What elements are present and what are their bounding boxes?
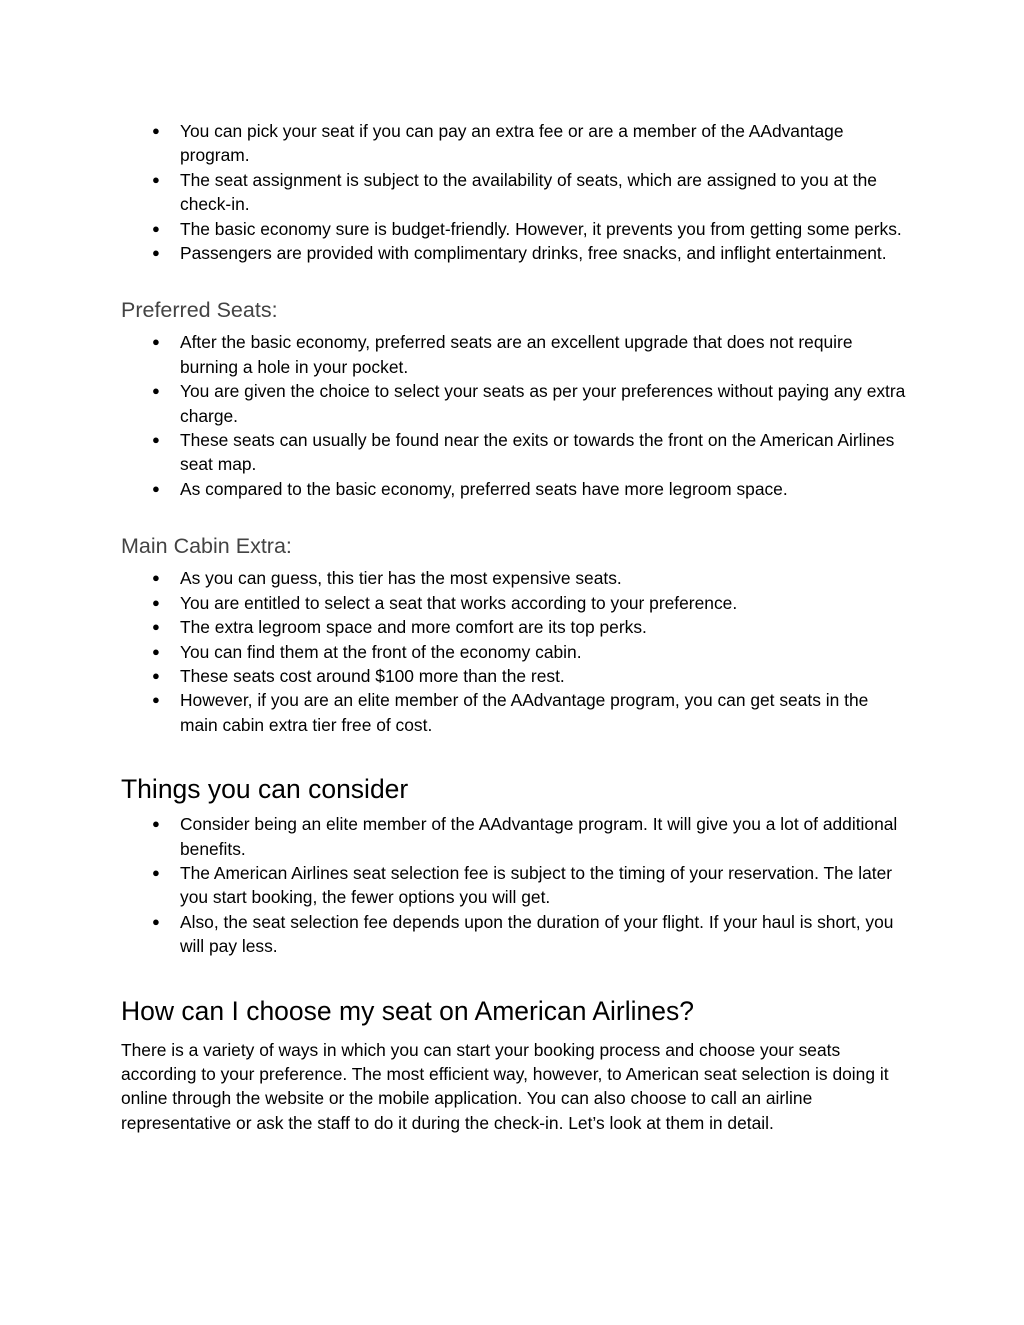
bullet-icon: ● [152,643,160,659]
list-item: ● Also, the seat selection fee depends upon the duration of your flight. If your haul is short, you will pay less. [152,911,894,957]
bullet-icon: ● [152,171,160,187]
bullet-icon: ● [152,692,160,708]
bullet-icon: ● [152,245,160,261]
list-item: ● The American Airlines seat selection fee is subject to the timing of your reservation. The later you start booking, the fewer options you will get. [152,862,893,908]
list-item: ● These seats can usually be found near the exits or towards the front on the American Airlines seat map. [152,430,895,475]
list-item: ● After the basic economy, preferred seats are an excellent upgrade that does not require burning a hole in your pocket. [152,332,853,377]
bullet-icon: ● [152,619,160,635]
list-item: ● The extra legroom space and more comfort are its top perks. [121,615,906,639]
bullet-icon: ● [152,913,160,929]
list-item: ● You can find them at the front of the economy cabin. [121,640,906,664]
bullet-icon: ● [152,667,160,683]
list-item: ● The seat assignment is subject to the availability of seats, which are assigned to you at the check-in. [152,169,877,215]
things-to-consider-heading: Things you can consider [121,774,409,805]
list-item: ● Passengers are provided with complimentary drinks, free snacks, and inflight entertainment. [121,241,906,265]
choose-seat-paragraph: There is a variety of ways in which you can start your booking process and choose your seats according to your preference. The most efficient way, however, to American seat selection is doing it online through the website or the mobile application. You can also choose to call an airline representative or ask the staff to do it during the check-in. Let’s look at them in detail. [121,1039,889,1133]
list-item: ● As compared to the basic economy, preferred seats have more legroom space. [121,477,906,501]
preferred-seats-list [121,330,906,501]
list-item: ● You are entitled to select a seat that works according to your preference. [121,591,906,615]
things-to-consider-list [121,812,906,958]
list-item: ● As you can guess, this tier has the most expensive seats. [121,566,906,590]
bullet-icon: ● [152,383,160,399]
list-item: ● These seats cost around $100 more than the rest. [121,664,906,688]
list-item: ● You are given the choice to select your seats as per your preferences without paying any extra charge. [152,381,906,426]
main-cabin-extra-list [121,566,906,737]
bullet-icon: ● [152,594,160,610]
intro-bullet-list [121,119,906,265]
list-item: ● Consider being an elite member of the AAdvantage program. It will give you a lot of additional benefits. [152,814,898,859]
bullet-icon: ● [152,570,160,586]
bullet-icon: ● [152,816,160,832]
document-content [121,119,906,1135]
list-item: ● The basic economy sure is budget-friendly. However, it prevents you from getting some perks. [121,217,906,241]
choose-seat-heading: How can I choose my seat on American Airlines? [121,995,694,1026]
bullet-icon: ● [152,123,160,138]
list-item: ● You can pick your seat if you can pay an extra fee or are a member of the AAdvantage program. [152,121,844,166]
bullet-icon: ● [152,864,160,880]
bullet-icon: ● [152,480,160,496]
list-item: ● However, if you are an elite member of the AAdvantage program, you can get seats in the main cabin extra tier free of cost. [152,690,869,735]
bullet-icon: ● [152,334,160,350]
preferred-seats-heading: Preferred Seats: [121,298,278,323]
bullet-icon: ● [152,220,160,236]
bullet-icon: ● [152,432,160,448]
main-cabin-extra-heading: Main Cabin Extra: [121,534,292,559]
